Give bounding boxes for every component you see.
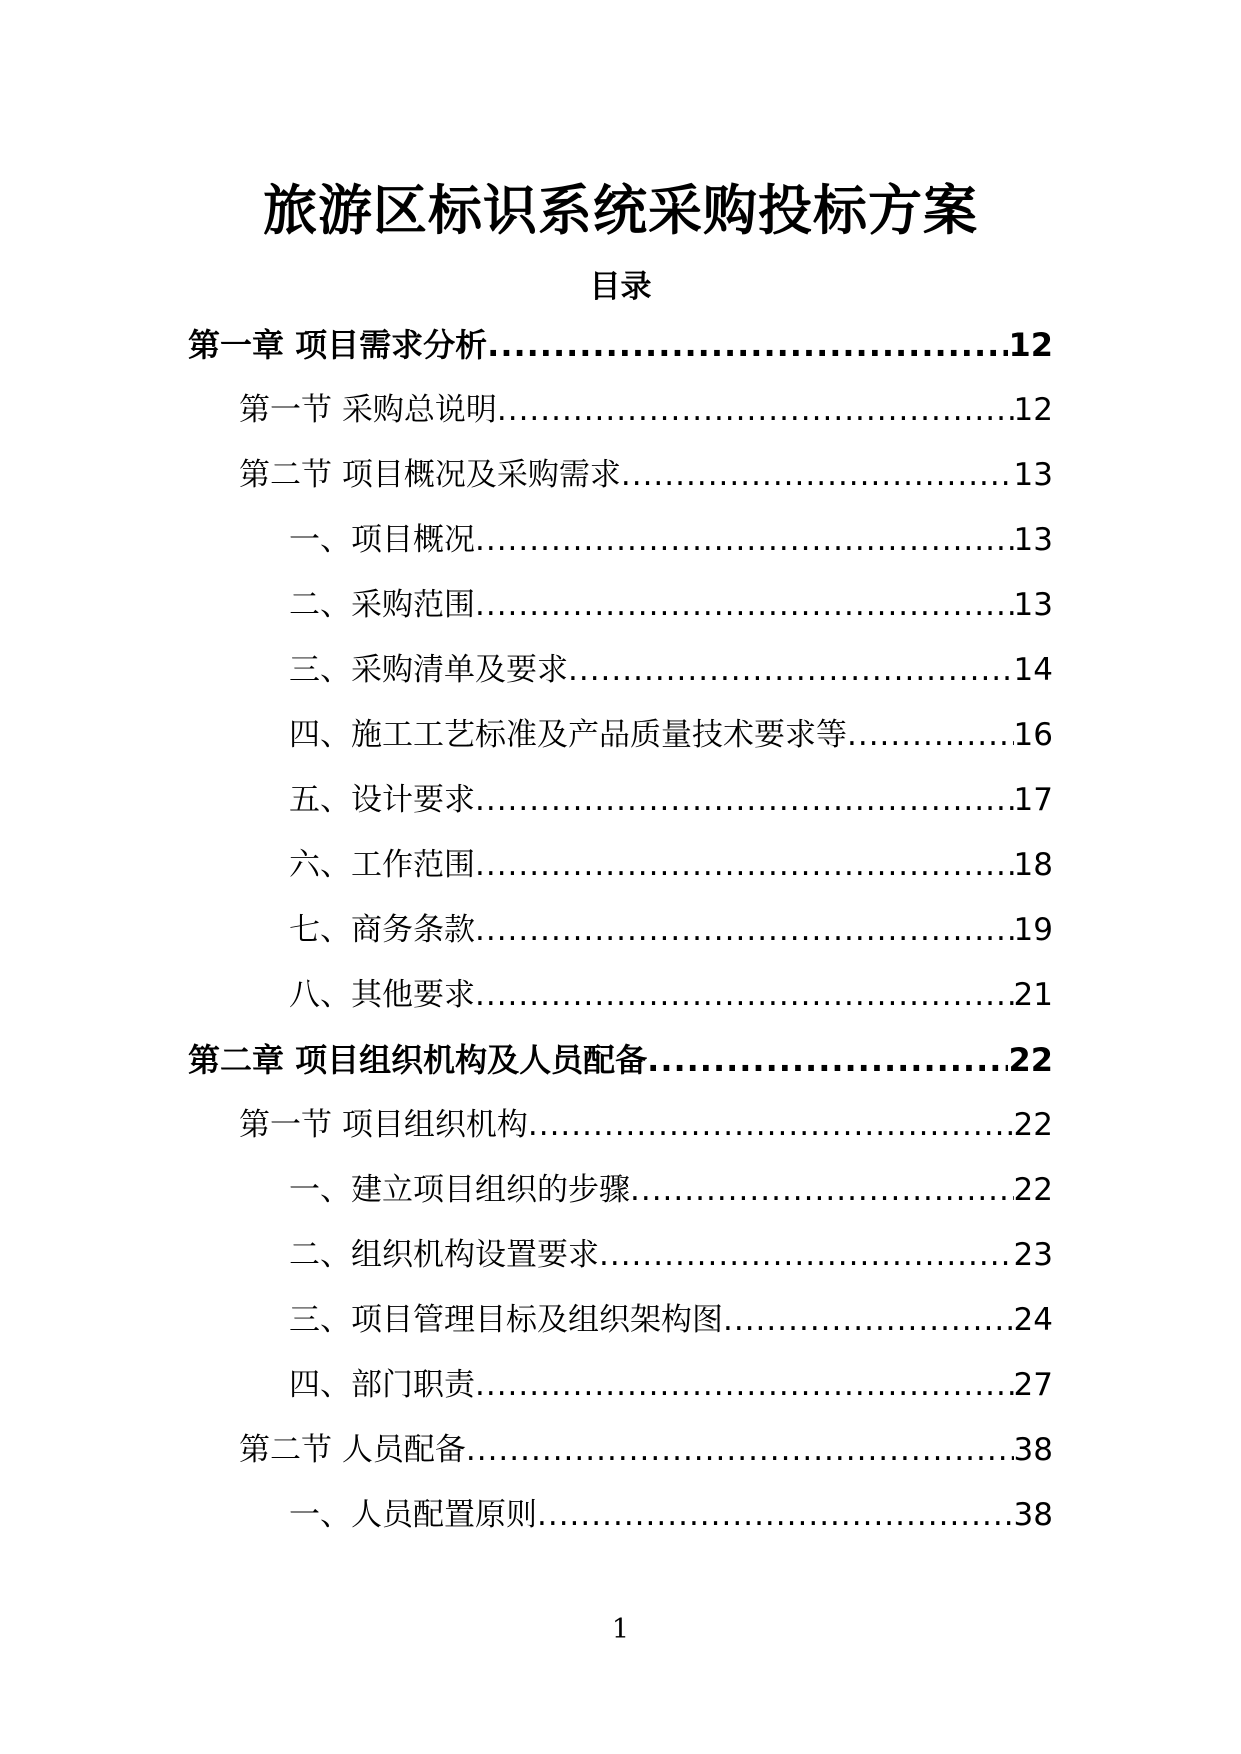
toc-entry-page: 27 (1013, 1367, 1053, 1403)
toc-entry-page: 38 (1013, 1497, 1053, 1533)
toc-entry-subsection[interactable] (0, 585, 1241, 650)
toc-leader-dots (568, 650, 1014, 690)
toc-entry-text: 二、采购范围 (289, 587, 475, 623)
toc-entry-section[interactable] (0, 390, 1241, 455)
toc-entry-page: 22 (1013, 1172, 1053, 1208)
toc-entry-section[interactable] (0, 455, 1241, 520)
toc-leader-dots (475, 780, 1014, 820)
toc-entry-section[interactable] (0, 1105, 1241, 1170)
toc-leader-dots (621, 455, 1014, 495)
toc-entry-text: 四、施工工艺标准及产品质量技术要求等 (289, 717, 847, 753)
toc-entry-text: 一、人员配置原则 (289, 1497, 537, 1533)
toc-entry-chapter-2[interactable] (0, 1040, 1241, 1105)
toc-entry-subsection[interactable] (0, 1495, 1241, 1560)
toc-heading: 目录 (589, 269, 652, 305)
toc-entry-subsection[interactable] (0, 975, 1241, 1040)
toc-entry-page: 18 (1013, 847, 1053, 883)
toc-leader-dots (630, 1170, 1014, 1210)
toc-leader-dots (466, 1430, 1014, 1470)
toc-entry-subsection[interactable] (0, 1365, 1241, 1430)
toc-entry-page: 22 (1008, 1041, 1053, 1079)
toc-entry-text: 五、设计要求 (289, 782, 475, 818)
toc-entry-text: 第二节 项目概况及采购需求 (239, 457, 621, 493)
toc-leader-dots (847, 715, 1014, 755)
toc-leader-dots (647, 1040, 1008, 1080)
toc-entry-page: 13 (1013, 522, 1053, 558)
toc-leader-dots (475, 845, 1014, 885)
toc-entry-section[interactable] (0, 1430, 1241, 1495)
toc-leader-dots (475, 585, 1014, 625)
toc-leader-dots (487, 325, 1008, 365)
toc-entry-subsection[interactable] (0, 715, 1241, 780)
toc-leader-dots (475, 1365, 1014, 1405)
toc-entry-page: 13 (1013, 587, 1053, 623)
toc-entry-text: 第一节 项目组织机构 (239, 1107, 528, 1143)
toc-entry-text: 六、工作范围 (289, 847, 475, 883)
toc-entry-text: 第一章 项目需求分析 (188, 326, 488, 364)
toc-entry-text: 三、项目管理目标及组织架构图 (289, 1302, 723, 1338)
toc-leader-dots (475, 520, 1014, 560)
toc-entry-subsection[interactable] (0, 650, 1241, 715)
toc-entry-text: 第二章 项目组织机构及人员配备 (188, 1041, 648, 1079)
toc-leader-dots (497, 390, 1014, 430)
toc-entry-page: 16 (1013, 717, 1053, 753)
toc-entry-page: 24 (1013, 1302, 1053, 1338)
toc-entry-subsection[interactable] (0, 520, 1241, 585)
toc-leader-dots (537, 1495, 1014, 1535)
toc-entry-text: 三、采购清单及要求 (289, 652, 568, 688)
toc-leader-dots (475, 910, 1014, 950)
toc-entry-subsection[interactable] (0, 910, 1241, 975)
toc-entry-page: 14 (1013, 652, 1053, 688)
toc-entry-subsection[interactable] (0, 780, 1241, 845)
toc-entry-text: 二、组织机构设置要求 (289, 1237, 599, 1273)
toc-entry-page: 12 (1008, 326, 1053, 364)
toc-leader-dots (723, 1300, 1014, 1340)
toc-entry-page: 21 (1013, 977, 1053, 1013)
page-number: 1 (611, 1614, 630, 1645)
toc-leader-dots (599, 1235, 1014, 1275)
toc-entry-page: 19 (1013, 912, 1053, 948)
toc-entry-page: 38 (1013, 1432, 1053, 1468)
toc-entry-subsection[interactable] (0, 845, 1241, 910)
toc-entry-page: 23 (1013, 1237, 1053, 1273)
toc-entry-page: 22 (1013, 1107, 1053, 1143)
toc-entry-text: 一、建立项目组织的步骤 (289, 1172, 630, 1208)
toc-leader-dots (475, 975, 1014, 1015)
toc-entry-page: 13 (1013, 457, 1053, 493)
toc-entry-subsection[interactable] (0, 1300, 1241, 1365)
toc-entry-text: 七、商务条款 (289, 912, 475, 948)
toc-entry-text: 第一节 采购总说明 (239, 392, 497, 428)
toc-entry-page: 17 (1013, 782, 1053, 818)
toc-entry-subsection[interactable] (0, 1235, 1241, 1300)
document-title: 旅游区标识系统采购投标方案 (263, 179, 978, 242)
toc-entry-text: 一、项目概况 (289, 522, 475, 558)
table-of-contents (0, 325, 1241, 1560)
toc-entry-text: 八、其他要求 (289, 977, 475, 1013)
toc-entry-page: 12 (1013, 392, 1053, 428)
toc-entry-text: 第二节 人员配备 (239, 1432, 466, 1468)
toc-entry-subsection[interactable] (0, 1170, 1241, 1235)
toc-entry-chapter-1[interactable] (0, 325, 1241, 390)
toc-entry-text: 四、部门职责 (289, 1367, 475, 1403)
toc-leader-dots (528, 1105, 1014, 1145)
